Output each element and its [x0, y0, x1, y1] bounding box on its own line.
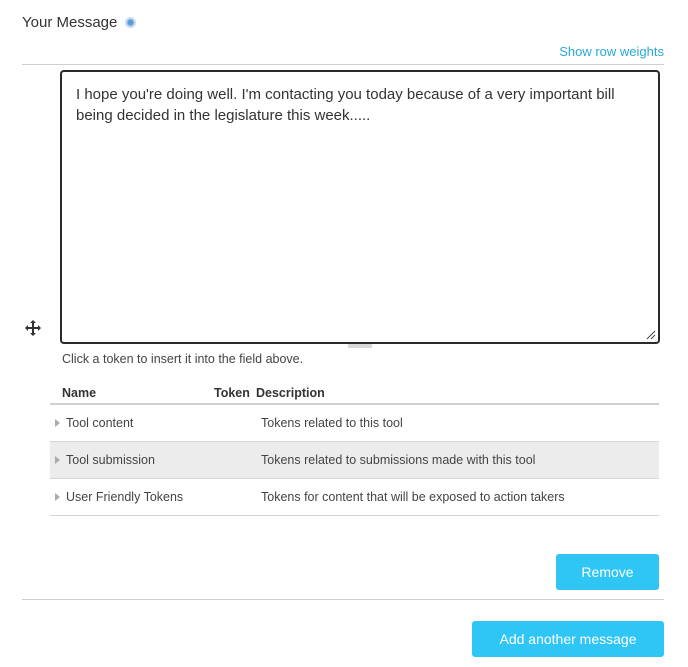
message-textarea[interactable]: [62, 72, 658, 342]
message-textarea-container: [60, 70, 660, 344]
show-row-weights-link[interactable]: Show row weights: [559, 44, 664, 59]
column-header-token: Token: [214, 384, 256, 404]
info-icon[interactable]: [125, 17, 136, 28]
remove-button[interactable]: Remove: [556, 554, 659, 590]
token-cell: [214, 478, 256, 515]
token-hint: Click a token to insert it into the field above.: [62, 352, 304, 366]
expand-arrow-icon[interactable]: [55, 419, 60, 427]
table-row[interactable]: [50, 441, 659, 478]
section-title: [22, 14, 136, 31]
top-divider: [22, 64, 664, 65]
section-title-label: Your Message: [22, 14, 118, 31]
table-row[interactable]: [50, 478, 659, 515]
token-table: [50, 384, 659, 516]
token-cell: [214, 441, 256, 478]
expand-arrow-icon[interactable]: [55, 493, 60, 501]
column-header-description: Description: [256, 384, 659, 404]
token-group-description: Tokens for content that will be exposed to action takers: [256, 478, 659, 515]
bottom-divider: [22, 599, 664, 600]
token-group-description: Tokens related to this tool: [256, 404, 659, 441]
token-group-name[interactable]: Tool content: [50, 404, 214, 441]
resize-grip-icon[interactable]: [646, 330, 656, 340]
drag-handle-icon[interactable]: [24, 319, 42, 337]
expand-arrow-icon[interactable]: [55, 456, 60, 464]
add-another-message-button[interactable]: Add another message: [472, 621, 664, 657]
column-header-name: Name: [50, 384, 214, 404]
token-group-name[interactable]: Tool submission: [50, 441, 214, 478]
token-group-name[interactable]: User Friendly Tokens: [50, 478, 214, 515]
textarea-grippie[interactable]: [348, 344, 372, 348]
table-row[interactable]: [50, 404, 659, 441]
token-cell: [214, 404, 256, 441]
token-group-description: Tokens related to submissions made with this tool: [256, 441, 659, 478]
